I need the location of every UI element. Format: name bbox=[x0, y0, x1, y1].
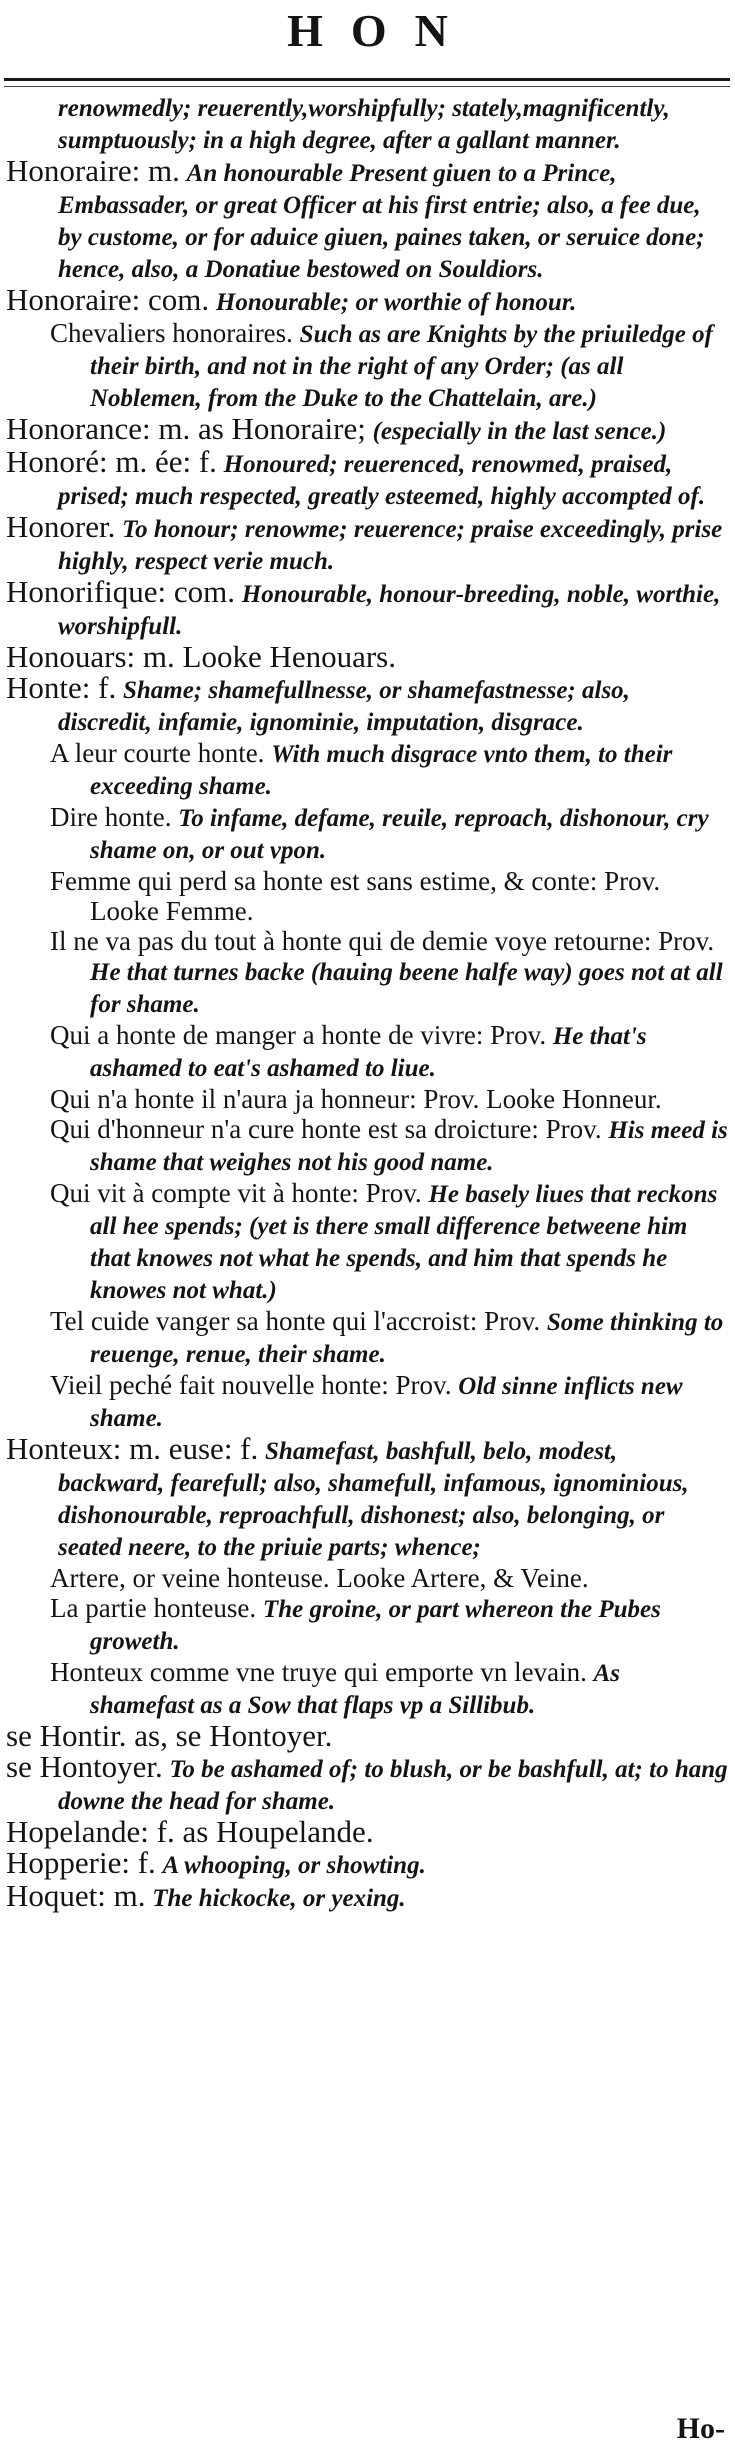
subentry-artere-honteuse: Artere, or veine honteuse. Looke Artere, & Veine. bbox=[50, 1563, 589, 1593]
entry-honouars: Honouars: m. Looke Henouars. bbox=[6, 639, 396, 674]
subentry-qui-na-honte: Qui n'a honte il n'aura ja honneur: Prov. Looke Honneur. bbox=[50, 1084, 662, 1114]
subentry-la-partie-honteuse: La partie honteuse. The groine, or part whereon the Pubes groweth. bbox=[50, 1593, 661, 1655]
subentry-qui-vit-a-compte: Qui vit à compte vit à honte: Prov. He basely liues that reckons all hee spends; (yet is there small difference betweene him that knowes not what he spends, and him that spends he knowes not what.) bbox=[50, 1178, 718, 1304]
entry-se-hontir: se Hontir. as, se Hontoyer. bbox=[6, 1718, 333, 1753]
subentry-a-leur-courte-honte: A leur courte honte. With much disgrace vnto them, to their exceeding shame. bbox=[50, 738, 673, 800]
subentry-dire-honte: Dire honte. To infame, defame, reuile, reproach, dishonour, cry shame on, or out vpon. bbox=[50, 802, 709, 864]
subentry-qui-dhonneur: Qui d'honneur n'a cure honte est sa droicture: Prov. His meed is shame that weighes not his good name. bbox=[50, 1114, 728, 1176]
header-rule bbox=[4, 78, 730, 81]
entry-honte: Honte: f. Shame; shamefullnesse, or shamefastnesse; also, discredit, infamie, ignominie, imputation, disgrace. bbox=[6, 670, 630, 736]
subentry-femme-qui-perd: Femme qui perd sa honte est sans estime, & conte: Prov. Looke Femme. bbox=[50, 866, 661, 926]
entry-se-hontoyer: se Hontoyer. To be ashamed of; to blush, or be bashfull, at; to hang downe the head for shame. bbox=[6, 1749, 728, 1815]
entry-column bbox=[6, 92, 728, 1914]
entry-continuation: renowmedly; reuerently,worshipfully; stately,magnificently, sumptuously; in a high degree, after a gallant manner. bbox=[58, 95, 670, 154]
header-rule-thin bbox=[4, 86, 730, 87]
subentry-vieil-peche: Vieil peché fait nouvelle honte: Prov. Old sinne inflicts new shame. bbox=[50, 1370, 683, 1432]
entry-honore: Honoré: m. ée: f. Honoured; reuerenced, renowmed, praised, prised; much respected, greatly esteemed, highly accompted of. bbox=[6, 444, 706, 510]
entry-hopperie: Hopperie: f. A whooping, or showting. bbox=[6, 1845, 426, 1880]
entry-honorer: Honorer. To honour; renowme; reuerence; praise exceedingly, prise highly, respect verie much. bbox=[6, 509, 723, 575]
subentry-qui-a-honte: Qui a honte de manger a honte de vivre: Prov. He that's ashamed to eat's ashamed to liue. bbox=[50, 1020, 647, 1082]
entry-honorance: Honorance: m. as Honoraire; (especially in the last sence.) bbox=[6, 411, 667, 446]
subentry-chevaliers-honoraires: Chevaliers honoraires. Such as are Knights by the priuiledge of their birth, and not in the right of any Order; (as all Noblemen, from the Duke to the Chattelain, are.) bbox=[50, 318, 713, 412]
entry-honoraire-m: Honoraire: m. An honourable Present giuen to a Prince, Embassader, or great Officer at his first entrie; also, a fee due, by custome, or for aduice giuen, paines taken, or seruice done; hence, also, a Donatiue bestowed on Souldiors. bbox=[6, 153, 705, 283]
subentry-honteux-comme: Honteux comme vne truye qui emporte vn levain. As shamefast as a Sow that flaps vp a Sillibub. bbox=[50, 1657, 621, 1719]
entry-hoquet: Hoquet: m. The hickocke, or yexing. bbox=[6, 1878, 406, 1913]
catchword: Ho- bbox=[676, 2412, 725, 2445]
subentry-il-ne-va-pas: Il ne va pas du tout à honte qui de demie voye retourne: Prov. He that turnes backe (hauing beene halfe way) goes not at all for shame. bbox=[50, 926, 723, 1018]
subentry-tel-cuide: Tel cuide vanger sa honte qui l'accroist: Prov. Some thinking to reuenge, renue, their shame. bbox=[50, 1306, 724, 1368]
running-head: HON bbox=[287, 5, 476, 56]
entry-honteux: Honteux: m. euse: f. Shamefast, bashfull, belo, modest, backward, fearefull; also, shamefull, infamous, ignominious, dishonourable, reproachfull, dishonest; also, belonging, or seated neere, to the priuie parts; whence; bbox=[6, 1431, 689, 1561]
entry-honoraire-com: Honoraire: com. Honourable; or worthie of honour. bbox=[6, 282, 577, 317]
entry-honorifique: Honorifique: com. Honourable, honour-breeding, noble, worthie, worshipfull. bbox=[6, 574, 721, 640]
entry-hopelande: Hopelande: f. as Houpelande. bbox=[6, 1814, 374, 1849]
